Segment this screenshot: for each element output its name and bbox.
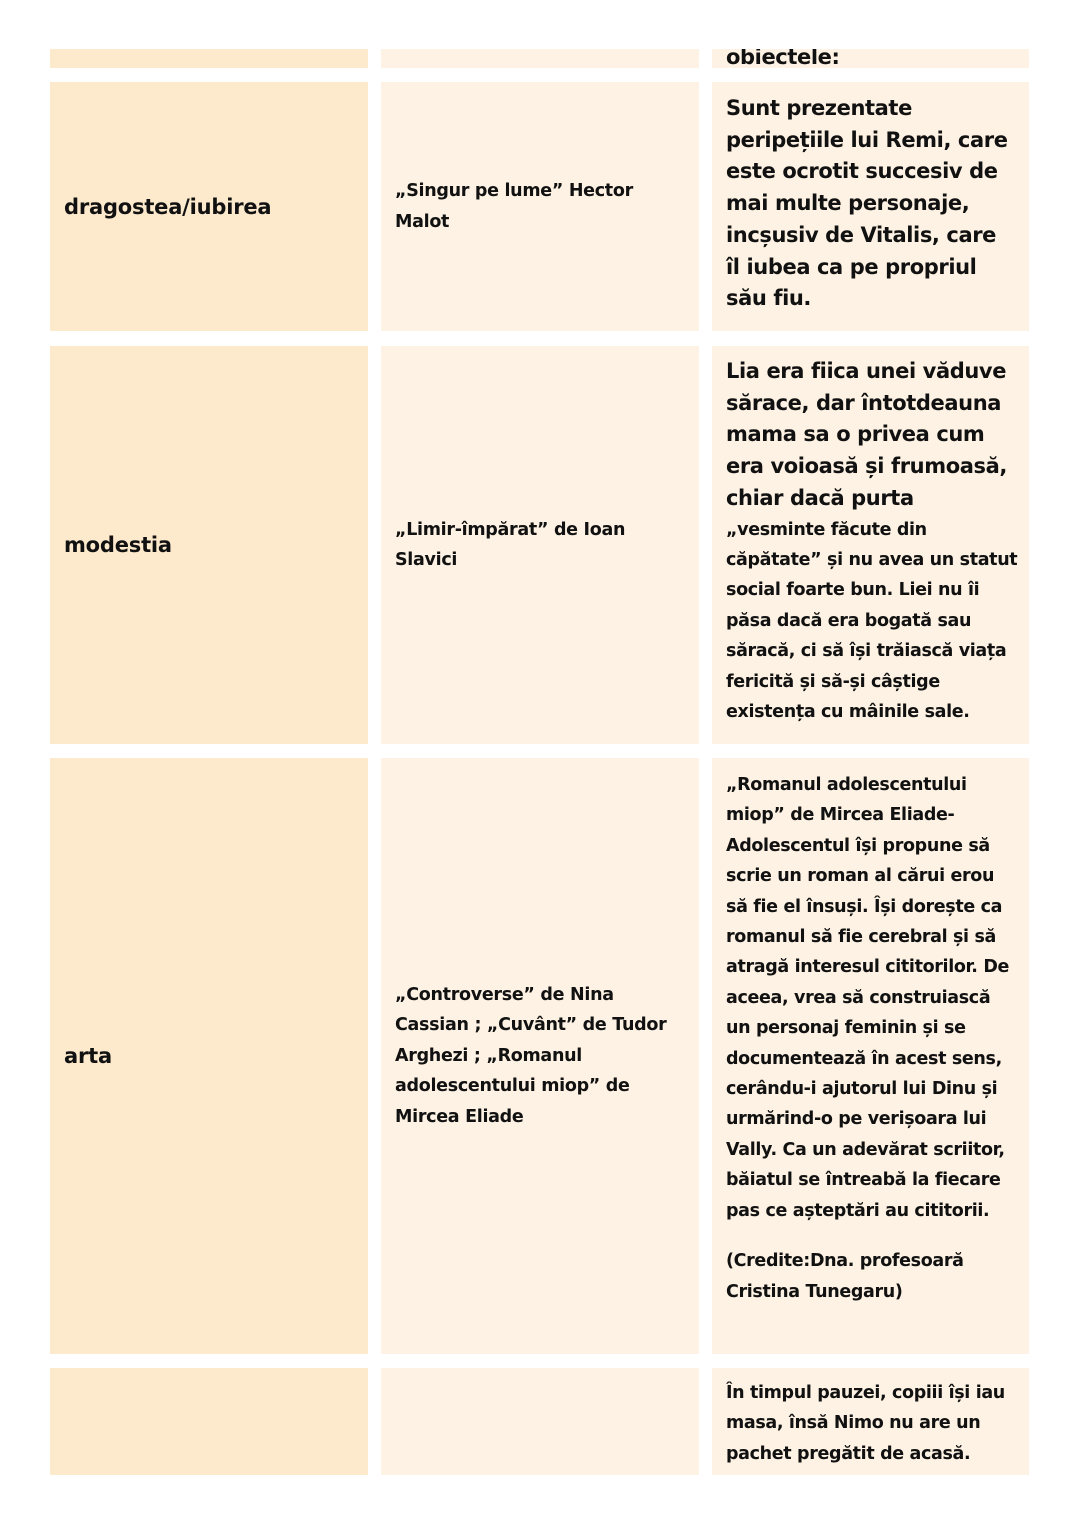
- table-cell-description: [712, 1368, 1029, 1475]
- description-text-small: „vesminte făcute din căpătate” și nu avea un statut social foarte bun. Liei nu îi păsa dacă era bogată sau săracă, ci să își trăiască viața fericită și să-și câștige existența cu mâinile sale.: [726, 519, 1018, 722]
- table-cell-description: [712, 82, 1029, 331]
- table-cell-work: [381, 346, 699, 744]
- table-cell-topic: [50, 1368, 368, 1475]
- work-title: „Limir-împărat” de Ioan Slavici: [395, 519, 626, 570]
- topic-label: modestia: [64, 533, 172, 557]
- table-cell-topic: [50, 758, 368, 1354]
- credits-text: (Credite:Dna. profesoară Cristina Tunegaru): [726, 1251, 964, 1302]
- table-cell-work: [381, 49, 699, 68]
- table-cell-work: [381, 1368, 699, 1475]
- description-text: „Romanul adolescentului miop” de Mircea Eliade-Adolescentul își propune să scrie un roman al cărui erou să fie el însuși. Își dorește ca romanul să fie cerebral și să atragă interesul cititorilor. De aceea, vrea să construiască un personaj feminin și se documentează în acest sens, cerându-i ajutorul lui Dinu și urmărind-o pe verișoara lui Vally. Ca un adevărat scriitor, băiatul se întreabă la fiecare pas ce așteptări au cititorii.: [726, 775, 1010, 1221]
- table-cell-work: [381, 758, 699, 1354]
- work-title: „Controverse” de Nina Cassian ; „Cuvânt” de Tudor Arghezi ; „Romanul adolescentului miop” de Mircea Eliade: [395, 984, 667, 1127]
- table-cell-topic: [50, 49, 368, 68]
- table-cell-topic: [50, 346, 368, 744]
- topic-label: arta: [64, 1044, 112, 1068]
- description-text: obiectele:: [726, 49, 840, 68]
- table-cell-description: [712, 758, 1029, 1354]
- table-cell-description: [712, 49, 1029, 68]
- description-text: Sunt prezentate peripețiile lui Remi, care este ocrotit succesiv de mai multe personaje, incșusiv de Vitalis, care îl iubea ca pe propriul său fiu.: [726, 96, 1008, 311]
- description-text: În timpul pauzei, copiii își iau masa, însă Nimo nu are un pachet pregătit de acasă.: [726, 1383, 1005, 1464]
- topic-label: dragostea/iubirea: [64, 194, 272, 219]
- table-cell-work: [381, 82, 699, 331]
- work-title: „Singur pe lume” Hector Malot: [395, 181, 633, 232]
- description-text-large: Lia era fiica unei văduve sărace, dar întotdeauna mama sa o privea cum era voioasă și frumoasă, chiar dacă purta: [726, 359, 1007, 510]
- table-cell-topic: [50, 82, 368, 331]
- table-cell-description: [712, 346, 1029, 744]
